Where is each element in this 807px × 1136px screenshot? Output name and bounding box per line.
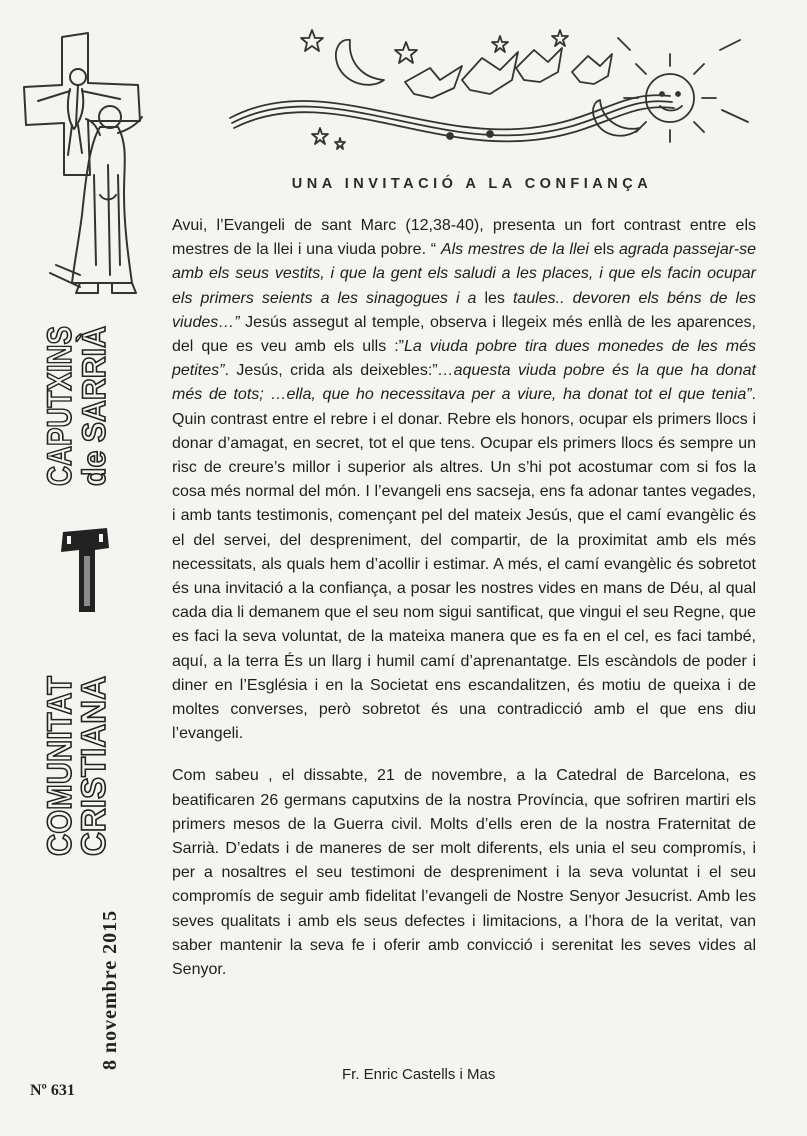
masthead-line-comunitat: COMUNITAT <box>41 657 79 856</box>
masthead-vertical-title <box>41 289 130 880</box>
article-heading: UNA INVITACIÓ A LA CONFIANÇA <box>291 176 653 192</box>
issue-date: 8 novembre 2015 <box>99 909 121 1070</box>
dove-icon <box>572 54 612 84</box>
author-signature: Fr. Enric Castells i Mas <box>342 1066 496 1083</box>
star-icon <box>335 138 345 149</box>
dove-icon <box>462 52 518 94</box>
article-body <box>172 214 756 982</box>
crucifix-illustration <box>20 25 160 300</box>
article-paragraph-1: Avui, l’Evangeli de sant Marc (12,38-40), presenta un fort contrast entre els mestres de la llei i una viuda pobre. “ Als mestres de la llei els agrada passejar-se amb els seus vestits, i que la gent els saludi a les places, i que els facin ocupar els primers seients a les sinagogues i a les taules.. devoren els béns de les viudes…” Jesús assegut al temple, observa i llegeix més enllà de les aparences, del que es veu amb els ulls :”La viuda pobre tira dues monedes de les més petites”. Jesús, crida als deixebles:”…aquesta viuda pobre és la que ha donat més de tots; …ella, que ho necessitava per a viure, ha donat tot el que tenia”. Quin contrast entre el rebre i el donar. Rebre els honors, ocupar els primers llocs i donar d’amagat, en secret, tot el que tens. Ocupar els primers llocs és sempre un risc de creure’s millor i superior als altres. Un s’hi pot acostumar com si fos la cosa més normal del món. I l’evangeli ens sacseja, ens fa adonar tantes vegades, i amb tants testimonis, començant pel del mateix Jesús, que el camí evangèlic és el del servei, del despreniment, del compartir, de la proximitat amb els més necessitats, als quals hem d’acollir i estimar. A més, el camí evangèlic és sobretot és una invitació a la confiança, a posar les nostres vides en mans de Déu, al qual cada dia li demanem que el seu nom sigui santificat, que vingui el seu Regne, que es faci la seva voluntat, de la mateixa manera que es fa en el cel, es faci també, aquí, a la terra És un llarg i humil camí d’aprenantatge. Els escàndols de poder i diner en l’Església i en la Societat ens escandalitzen, és motiu de queixa i de moltes converses, però sobretot és una contradicció amb el que ens diu l’evangeli. <box>172 217 757 743</box>
dove-icon <box>516 48 562 82</box>
sun-icon <box>618 38 748 142</box>
masthead-line-cristiana: CRISTIANA <box>75 670 113 856</box>
star-icon <box>301 30 323 51</box>
crescent-moon-icon <box>336 40 384 85</box>
star-icon <box>552 30 568 46</box>
masthead-line-de-sarria: de SARRIÀ <box>76 317 112 486</box>
sky-header-illustration <box>200 10 760 160</box>
masthead-line-caputxins: CAPUTXINS <box>41 289 79 486</box>
dove-icon <box>405 66 462 98</box>
star-icon <box>492 36 508 52</box>
tau-cross-icon <box>61 528 109 612</box>
article-paragraph-2: Com sabeu , el dissabte, 21 de novembre, a la Catedral de Barcelona, es beatificaren 26 germans caputxins de la nostra Província, que sofriren martiri els primers mesos de la Guerra civil. Molts d’ells eren de la nostra Fraternitat de Sarrià. D’edats i de maneres de ser molt diferents, els unia el seu compromís, i per a nosaltres el seu testimoni de despreniment i la seva voluntat i el seu compromís de seguir amb fidelitat l’evangeli de Nostre Senyor Jesucrist. Amb les seves qualitats i amb els seus defectes i limitacions, a l’hora de la veritat, van saber mantenir la seva fe i oferir amb convicció i serenitat les seves vides al Senyor. <box>172 767 756 979</box>
star-icon <box>395 42 417 63</box>
star-icon <box>312 128 328 144</box>
issue-number: Nº 631 <box>30 1082 75 1099</box>
